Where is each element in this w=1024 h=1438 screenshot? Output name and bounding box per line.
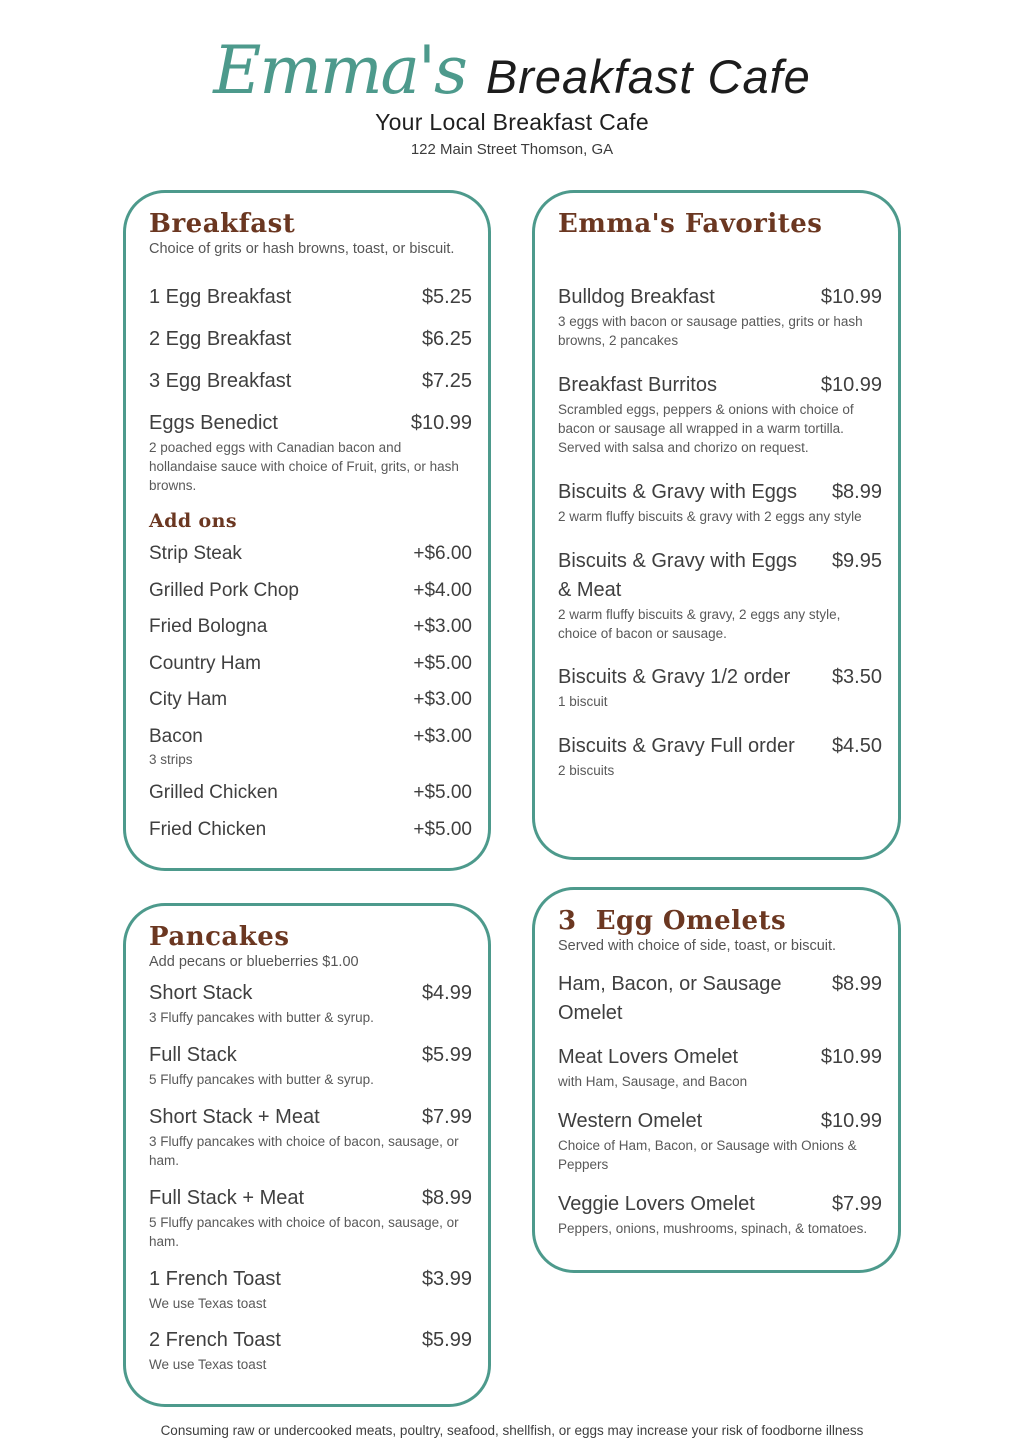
- menu-item-description: 2 warm fluffy biscuits & gravy with 2 eggs any style: [558, 508, 862, 524]
- menu-item-price: $4.99: [421, 982, 472, 1005]
- menu-item-name: Ham, Bacon, or Sausage Omelet: [558, 973, 782, 1025]
- menu-item-description: 3 Fluffy pancakes with choice of bacon, sausage, or ham.: [149, 1134, 459, 1168]
- menu-item-name: Western Omelet: [558, 1110, 703, 1133]
- menu-item-name: Eggs Benedict: [149, 412, 278, 435]
- menu-item: [149, 1326, 472, 1375]
- menu-item-price: $9.95: [831, 549, 882, 572]
- menu-item-price: +$3.00: [413, 725, 472, 747]
- menu-item: [149, 1184, 472, 1252]
- addons-subsection: [149, 510, 472, 843]
- menu-item: [558, 1190, 882, 1239]
- menu-item-name: Full Stack: [149, 1044, 237, 1067]
- menu-item-price: $7.25: [421, 370, 472, 393]
- menu-item-head: [149, 779, 472, 807]
- menu-item-head: [149, 409, 472, 438]
- menu-item-name: Strip Steak: [149, 542, 242, 564]
- menu-item-name: Meat Lovers Omelet: [558, 1046, 739, 1069]
- menu-item-head: [149, 723, 472, 751]
- menu-item-head: [149, 1041, 472, 1070]
- section-title: Breakfast: [149, 209, 296, 240]
- menu-item: [558, 478, 882, 527]
- menu-item-name: Breakfast Burritos: [558, 374, 717, 397]
- menu-item-head: [149, 325, 472, 354]
- menu-item: [149, 723, 472, 770]
- addons-title: Add ons: [149, 509, 237, 532]
- menu-item-price: $5.25: [421, 286, 472, 309]
- menu-item-name: Short Stack + Meat: [149, 1106, 320, 1129]
- menu-item-head: [558, 663, 882, 692]
- menu-item-price: $5.99: [421, 1329, 472, 1352]
- menu-item-head: [558, 1107, 882, 1136]
- section-items: [558, 283, 882, 781]
- menu-item-name: Bacon: [149, 725, 203, 747]
- menu-item: [149, 283, 472, 312]
- section-title: 3 Egg Omelets: [558, 906, 787, 937]
- menu-item-description: 5 Fluffy pancakes with butter & syrup.: [149, 1072, 374, 1088]
- menu-item: [558, 732, 882, 781]
- menu-item-price: $7.99: [421, 1106, 472, 1129]
- menu-item: [149, 325, 472, 354]
- menu-item: [149, 1265, 472, 1314]
- menu-item-name: Veggie Lovers Omelet: [558, 1192, 755, 1215]
- menu-item-head: [149, 1184, 472, 1213]
- menu-header: [0, 0, 1024, 158]
- menu-item: [558, 1043, 882, 1092]
- menu-item-price: $10.99: [820, 286, 882, 309]
- menu-item-name: City Ham: [149, 689, 228, 711]
- brand-name: Breakfast Cafe: [485, 50, 811, 103]
- menu-item-head: [149, 540, 472, 568]
- menu-item-head: [558, 371, 882, 400]
- menu-item: [558, 970, 882, 1028]
- menu-item-head: [558, 283, 882, 312]
- section-title: Pancakes: [149, 922, 290, 953]
- menu-item-description: 3 Fluffy pancakes with butter & syrup.: [149, 1010, 374, 1026]
- menu-item: [558, 283, 882, 351]
- menu-item-head: [558, 1043, 882, 1072]
- menu-item-price: $10.99: [820, 1046, 882, 1069]
- section-title: Emma's Favorites: [558, 209, 823, 240]
- menu-item-price: +$5.00: [413, 652, 472, 674]
- menu-item-price: $8.99: [421, 1186, 472, 1209]
- menu-item: [149, 613, 472, 641]
- right-column: [532, 190, 901, 1407]
- menu-item: [149, 1103, 472, 1171]
- menu-item-name: 3 Egg Breakfast: [149, 370, 292, 393]
- menu-item: [149, 577, 472, 605]
- menu-item: [558, 1107, 882, 1175]
- menu-item-price: +$5.00: [413, 818, 472, 840]
- menu-item-price: $10.99: [410, 412, 472, 435]
- menu-item-head: [149, 367, 472, 396]
- menu-item-price: $8.99: [831, 973, 882, 996]
- section-items: [558, 970, 882, 1239]
- menu-item-head: [149, 577, 472, 605]
- menu-item-price: $5.99: [421, 1044, 472, 1067]
- menu-item-price: $6.25: [421, 328, 472, 351]
- menu-item-head: [149, 283, 472, 312]
- menu-item-name: Short Stack: [149, 982, 253, 1005]
- section-subtitle: Add pecans or blueberries $1.00: [149, 954, 359, 971]
- menu-item-head: [558, 478, 882, 507]
- menu-item-price: +$6.00: [413, 542, 472, 564]
- menu-item: [149, 979, 472, 1028]
- brand: [0, 32, 1024, 109]
- menu-item: [149, 1041, 472, 1090]
- menu-item-price: +$4.00: [413, 579, 472, 601]
- menu-body: [123, 190, 901, 1407]
- menu-item-description: Peppers, onions, mushrooms, spinach, & tomatoes.: [558, 1220, 868, 1236]
- menu-item-description: Scrambled eggs, peppers & onions with choice of bacon or sausage all wrapped in a warm tortilla. Served with salsa and chorizo on request.: [558, 402, 854, 455]
- menu-item: [149, 540, 472, 568]
- menu-item-name: Grilled Pork Chop: [149, 579, 299, 601]
- menu-item-head: [558, 547, 882, 605]
- menu-item-head: [149, 1103, 472, 1132]
- menu-item-price: +$5.00: [413, 782, 472, 804]
- menu-item-name: Biscuits & Gravy 1/2 order: [558, 666, 791, 689]
- menu-item-price: $3.99: [421, 1267, 472, 1290]
- menu-item-head: [149, 1265, 472, 1294]
- section-pancakes: [123, 903, 491, 1407]
- brand-tagline: Your Local Breakfast Cafe: [375, 109, 649, 136]
- left-column: [123, 190, 491, 1407]
- disclaimer-text: Consuming raw or undercooked meats, poultry, seafood, shellfish, or eggs may increase your risk of foodborne illness: [160, 1423, 864, 1438]
- menu-item-price: +$3.00: [413, 689, 472, 711]
- menu-item: [558, 663, 882, 712]
- brand-address: 122 Main Street Thomson, GA: [410, 141, 614, 159]
- menu-item: [149, 686, 472, 714]
- menu-item-description: 2 poached eggs with Canadian bacon and hollandaise sauce with choice of Fruit, grits, or hash browns.: [149, 440, 459, 494]
- menu-item-description: Choice of Ham, Bacon, or Sausage with Onions & Peppers: [558, 1138, 857, 1173]
- menu-item-description: We use Texas toast: [149, 1357, 267, 1373]
- menu-item-name: 2 Egg Breakfast: [149, 328, 292, 351]
- menu-item-price: $7.99: [831, 1192, 882, 1215]
- menu-item-head: [558, 1190, 882, 1219]
- menu-item-head: [149, 1326, 472, 1355]
- addons-items: [149, 540, 472, 843]
- menu-item-description: 3 strips: [149, 752, 193, 768]
- menu-item-name: Biscuits & Gravy with Eggs: [558, 480, 797, 503]
- menu-item-name: Fried Bologna: [149, 616, 268, 638]
- menu-item-description: 3 eggs with bacon or sausage patties, grits or hash browns, 2 pancakes: [558, 314, 863, 349]
- menu-item: [149, 409, 472, 496]
- menu-item-head: [149, 613, 472, 641]
- menu-item-name: 1 Egg Breakfast: [149, 286, 292, 309]
- menu-item-description: We use Texas toast: [149, 1295, 267, 1311]
- menu-item-head: [149, 686, 472, 714]
- menu-item: [558, 371, 882, 458]
- section-emmas-favorites: [532, 190, 901, 860]
- menu-item: [149, 779, 472, 807]
- menu-item-head: [149, 979, 472, 1008]
- menu-item-price: $10.99: [820, 1110, 882, 1133]
- section-subtitle: Choice of grits or hash browns, toast, or biscuit.: [149, 241, 455, 258]
- menu-item-head: [558, 970, 882, 1028]
- menu-item-head: [558, 732, 882, 761]
- menu-item-price: $10.99: [820, 374, 882, 397]
- menu-item-name: Country Ham: [149, 652, 261, 674]
- section-egg-omelets: [532, 887, 901, 1273]
- menu-item-name: Bulldog Breakfast: [558, 286, 715, 309]
- menu-item-name: 2 French Toast: [149, 1329, 281, 1352]
- menu-item-price: $8.99: [831, 480, 882, 503]
- menu-item: [149, 367, 472, 396]
- menu-item-description: 1 biscuit: [558, 694, 608, 710]
- menu-item-name: 1 French Toast: [149, 1267, 281, 1290]
- section-breakfast: [123, 190, 491, 871]
- menu-item: [558, 547, 882, 644]
- menu-item-name: Biscuits & Gravy Full order: [558, 735, 795, 758]
- menu-item-name: Full Stack + Meat: [149, 1186, 305, 1209]
- section-items: [149, 283, 472, 496]
- menu-item-name: Fried Chicken: [149, 818, 267, 840]
- menu-item-price: $4.50: [831, 735, 882, 758]
- menu-item-description: 5 Fluffy pancakes with choice of bacon, sausage, or ham.: [149, 1214, 459, 1249]
- menu-item-head: [149, 816, 472, 844]
- menu-item: [149, 650, 472, 678]
- brand-script-logo: Emma's: [213, 32, 466, 109]
- menu-item-name: Biscuits & Gravy with Eggs & Meat: [558, 549, 797, 601]
- menu-item-name: Grilled Chicken: [149, 782, 278, 804]
- menu-item-description: 2 biscuits: [558, 763, 615, 779]
- menu-item: [149, 816, 472, 844]
- section-subtitle: Served with choice of side, toast, or biscuit.: [558, 938, 837, 955]
- menu-item-head: [149, 650, 472, 678]
- section-items: [149, 979, 472, 1375]
- menu-item-price: +$3.00: [413, 616, 472, 638]
- menu-item-description: 2 warm fluffy biscuits & gravy, 2 eggs any style, choice of bacon or sausage.: [558, 606, 841, 641]
- menu-item-price: $3.50: [831, 666, 882, 689]
- menu-item-description: with Ham, Sausage, and Bacon: [558, 1074, 748, 1090]
